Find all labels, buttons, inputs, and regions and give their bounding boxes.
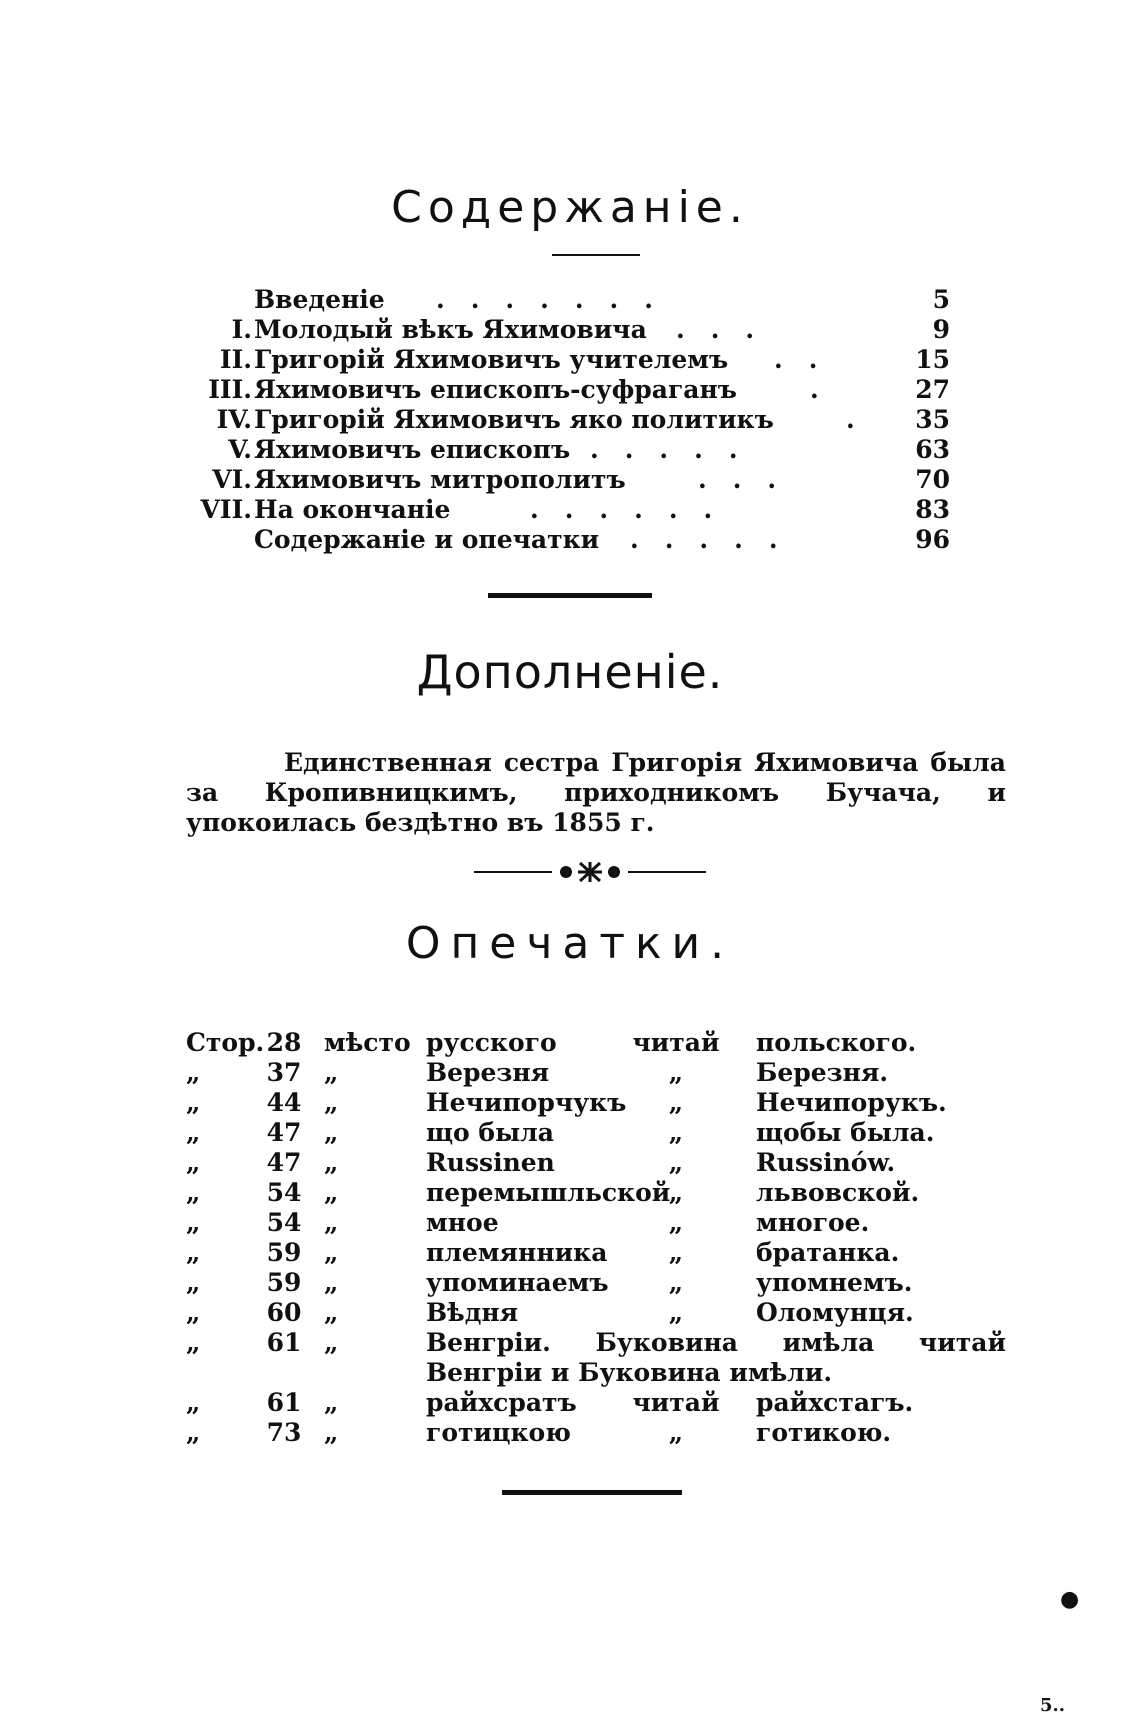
errata-page: 61 <box>266 1388 302 1417</box>
errata-read: „ <box>668 1418 684 1447</box>
errata-wrong: що была <box>426 1118 554 1147</box>
toc-page: 9 <box>932 315 950 344</box>
section-divider <box>488 593 652 598</box>
toc-title: Яхимовичъ епископъ-суфраганъ <box>254 375 737 404</box>
toc-row <box>190 465 950 495</box>
errata-read: „ <box>668 1118 684 1147</box>
addendum-text: Единственная сестра Григорія Яхимовича была за Кропивницкимъ, приходникомъ Бучача, и упокоилась бездѣтно въ 1855 г. <box>186 748 1006 837</box>
closing-divider <box>502 1490 682 1495</box>
leader-dots: ...... <box>530 495 739 524</box>
errata-right: Нечипорукъ. <box>756 1088 947 1117</box>
errata-row <box>186 1148 1016 1178</box>
errata-page-label: „ <box>186 1238 201 1267</box>
errata-page-label: „ <box>186 1178 201 1207</box>
errata-page-label: „ <box>186 1418 201 1447</box>
errata-read: „ <box>668 1088 684 1117</box>
toc-title: Григорій Яхимовичъ яко политикъ <box>254 405 774 434</box>
errata-heading: Опечатки. <box>405 918 735 969</box>
errata-read: „ <box>668 1148 684 1177</box>
errata-instead: „ <box>324 1058 339 1087</box>
contents-list <box>190 285 950 555</box>
errata-page-label: „ <box>186 1118 201 1147</box>
errata-wrong: мное <box>426 1208 499 1237</box>
errata-row <box>186 1208 1016 1238</box>
errata-page-label: „ <box>186 1298 201 1327</box>
leader-dots: ..... <box>590 435 764 464</box>
toc-title: Яхимовичъ митрополитъ <box>254 465 626 494</box>
toc-page: 70 <box>915 465 950 494</box>
addendum-heading: Дополненіе. <box>416 645 724 699</box>
errata-read: читай <box>632 1388 720 1417</box>
toc-page: 5 <box>932 285 950 314</box>
errata-page-label: „ <box>186 1268 201 1297</box>
toc-row <box>190 315 950 345</box>
toc-title: Содержаніе и опечатки <box>254 525 600 554</box>
errata-instead: „ <box>324 1088 339 1117</box>
errata-read: „ <box>668 1298 684 1327</box>
toc-number: III. <box>208 375 252 404</box>
errata-page: 60 <box>266 1298 302 1327</box>
errata-instead: „ <box>324 1208 339 1237</box>
toc-number: I. <box>231 315 252 344</box>
errata-wrong: Верезня <box>426 1058 550 1087</box>
errata-page: 73 <box>266 1418 302 1447</box>
errata-right: братанка. <box>756 1238 900 1267</box>
errata-right: Russinów. <box>756 1148 896 1177</box>
errata-page: 37 <box>266 1058 302 1087</box>
errata-wrong: Вѣдня <box>426 1298 519 1327</box>
toc-page: 27 <box>915 375 950 404</box>
errata-row <box>186 1238 1016 1268</box>
toc-number: VII. <box>200 495 252 524</box>
errata-right: Оломунця. <box>756 1298 914 1327</box>
errata-instead: „ <box>324 1148 339 1177</box>
errata-page-label: Стор. <box>186 1028 265 1057</box>
errata-row <box>186 1268 1016 1298</box>
leader-dots: ... <box>676 315 781 344</box>
toc-title: На окончаніе <box>254 495 451 524</box>
leader-dots: ....... <box>436 285 679 314</box>
errata-page: 44 <box>266 1088 302 1117</box>
errata-instead: „ <box>324 1418 339 1447</box>
toc-row <box>190 525 950 555</box>
errata-row <box>186 1058 1016 1088</box>
errata-wrong: готицкою <box>426 1418 571 1447</box>
errata-page: 47 <box>266 1148 302 1177</box>
errata-page-label: „ <box>186 1388 201 1417</box>
errata-instead: „ <box>324 1298 339 1327</box>
toc-page: 15 <box>915 345 950 374</box>
errata-wrong: Нечипорчукъ <box>426 1088 627 1117</box>
errata-row <box>186 1088 1016 1118</box>
errata-page: 54 <box>266 1178 302 1207</box>
errata-read: читай <box>632 1028 720 1057</box>
leader-dots: ..... <box>630 525 804 554</box>
errata-page-label: „ <box>186 1208 201 1237</box>
toc-number: V. <box>228 435 252 464</box>
toc-page: 96 <box>915 525 950 554</box>
errata-wrong: упоминаемъ <box>426 1268 609 1297</box>
errata-page-label: „ <box>186 1088 201 1117</box>
errata-instead: „ <box>324 1238 339 1267</box>
errata-page: 61 <box>266 1328 302 1357</box>
errata-right: упомнемъ. <box>756 1268 913 1297</box>
errata-read: „ <box>668 1208 684 1237</box>
toc-row <box>190 285 950 315</box>
errata-right: щобы была. <box>756 1118 935 1147</box>
errata-wrapped-entry: Венгріи. Буковина имѣла читай Венгріи и Буковина имѣли. <box>426 1328 1006 1387</box>
errata-instead: „ <box>324 1388 339 1417</box>
toc-number: II. <box>219 345 252 374</box>
errata-right: львовской. <box>756 1178 920 1207</box>
errata-page: 47 <box>266 1118 302 1147</box>
toc-title: Молодый вѣкъ Яхимовича <box>254 315 647 344</box>
errata-table <box>186 1028 1016 1448</box>
errata-right: Березня. <box>756 1058 889 1087</box>
leader-dots: .. <box>774 345 844 374</box>
footer-mark: 5.. <box>1040 1695 1066 1716</box>
errata-wrong: русского <box>426 1028 557 1057</box>
errata-page-label: „ <box>186 1328 201 1357</box>
toc-page: 83 <box>915 495 950 524</box>
errata-read: „ <box>668 1058 684 1087</box>
contents-heading-rule <box>552 254 640 256</box>
errata-instead: „ <box>324 1328 339 1357</box>
toc-row <box>190 375 950 405</box>
errata-page: 59 <box>266 1238 302 1267</box>
ornament-divider <box>470 860 710 884</box>
contents-heading: Содержаніе. <box>391 182 749 233</box>
errata-instead: мѣсто <box>324 1028 411 1057</box>
errata-row <box>186 1178 1016 1208</box>
errata-row <box>186 1418 1016 1448</box>
toc-title: Григорій Яхимовичъ учителемъ <box>254 345 729 374</box>
errata-read: „ <box>668 1268 684 1297</box>
errata-row <box>186 1118 1016 1148</box>
toc-row <box>190 345 950 375</box>
toc-row <box>190 495 950 525</box>
errata-wrong: райхсратъ <box>426 1388 577 1417</box>
errata-page: 28 <box>266 1028 302 1057</box>
toc-number: IV. <box>216 405 252 434</box>
errata-wrong: перемышльской <box>426 1178 671 1207</box>
errata-row <box>186 1028 1016 1058</box>
errata-instead: „ <box>324 1268 339 1297</box>
errata-page-label: „ <box>186 1148 201 1177</box>
errata-page: 54 <box>266 1208 302 1237</box>
toc-page: 63 <box>915 435 950 464</box>
ink-blot: ● <box>1060 1586 1080 1612</box>
toc-page: 35 <box>915 405 950 434</box>
leader-dots: ... <box>698 465 803 494</box>
errata-row <box>186 1298 1016 1328</box>
errata-page-label: „ <box>186 1058 201 1087</box>
errata-row <box>186 1388 1016 1418</box>
leader-dots: . <box>846 405 881 434</box>
errata-wrong: Russinen <box>426 1148 555 1177</box>
errata-row <box>186 1328 1016 1388</box>
leader-dots: . <box>810 375 845 404</box>
toc-title: Введеніе <box>254 285 385 314</box>
toc-number: VI. <box>212 465 252 494</box>
errata-read: „ <box>668 1178 684 1207</box>
toc-title: Яхимовичъ епископъ <box>254 435 571 464</box>
errata-right: многое. <box>756 1208 870 1237</box>
toc-row <box>190 435 950 465</box>
errata-right: райхстагъ. <box>756 1388 914 1417</box>
errata-page: 59 <box>266 1268 302 1297</box>
errata-right: польского. <box>756 1028 917 1057</box>
errata-read: „ <box>668 1238 684 1267</box>
toc-row <box>190 405 950 435</box>
errata-right: готикою. <box>756 1418 892 1447</box>
errata-instead: „ <box>324 1118 339 1147</box>
errata-instead: „ <box>324 1178 339 1207</box>
errata-wrong: племянника <box>426 1238 608 1267</box>
